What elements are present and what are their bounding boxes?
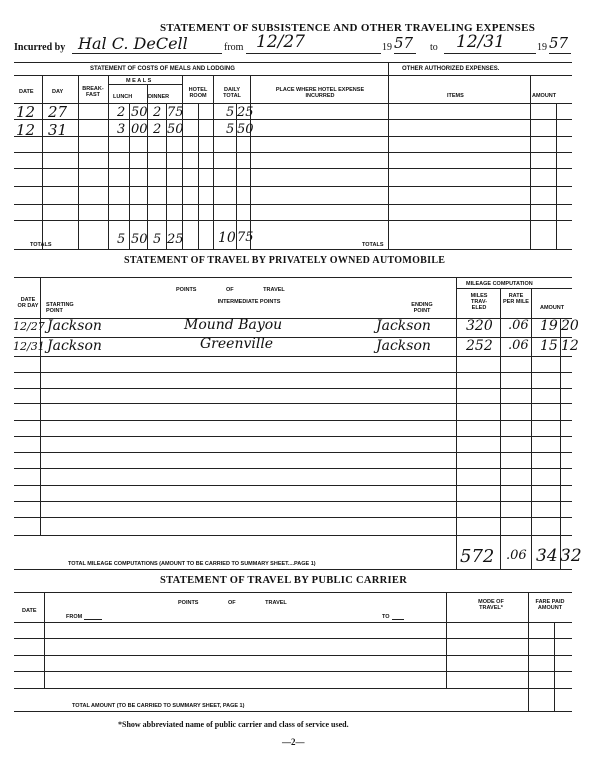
to-value: 12/31 bbox=[456, 32, 505, 52]
year-value-1: 57 bbox=[394, 34, 414, 52]
auto-row-rate: .06 bbox=[508, 338, 529, 353]
totals-lunch-cents: 50 bbox=[131, 232, 148, 247]
row-total-cents: 50 bbox=[237, 122, 254, 137]
auto-row-start: Jackson bbox=[47, 338, 102, 354]
from-label: from bbox=[224, 42, 244, 53]
to-label: to bbox=[430, 42, 438, 53]
year-prefix-1: 19 bbox=[382, 42, 392, 53]
auto-col-date: DATE OR DAY bbox=[17, 297, 39, 309]
auto-row-end: Jackson bbox=[376, 318, 431, 334]
totals-label-right: TOTALS bbox=[362, 242, 384, 248]
totals-dinner-dollars: 5 bbox=[153, 232, 162, 247]
auto-row-amount-cents: 12 bbox=[561, 338, 579, 354]
from-value: 12/27 bbox=[256, 32, 305, 52]
auto-col-ending: ENDING POINT bbox=[411, 302, 433, 314]
year-prefix-2: 19 bbox=[537, 42, 547, 53]
carrier-points-header: POINTS OF TRAVEL bbox=[178, 600, 287, 606]
auto-row-rate: .06 bbox=[508, 318, 529, 333]
other-expenses-title: OTHER AUTHORIZED EXPENSES. bbox=[402, 66, 500, 72]
col-dinner: DINNER bbox=[148, 94, 170, 100]
auto-total-rate: .06 bbox=[506, 548, 527, 563]
footnote: *Show abbreviated name of public carrier and class of service used. bbox=[118, 720, 349, 729]
auto-col-intermediate: INTERMEDIATE POINTS bbox=[217, 299, 281, 305]
auto-row-start: Jackson bbox=[47, 318, 102, 334]
year-line-1 bbox=[394, 53, 416, 54]
col-hotel: HOTEL ROOM bbox=[188, 87, 208, 99]
totals-daily-cents: 75 bbox=[237, 230, 254, 245]
auto-col-amount: AMOUNT bbox=[540, 305, 565, 311]
col-day: DAY bbox=[52, 89, 64, 95]
carrier-col-date: DATE bbox=[22, 608, 37, 614]
to-line bbox=[444, 53, 536, 54]
auto-col-starting: STARTING POINT bbox=[46, 302, 74, 314]
totals-dinner-cents: 25 bbox=[167, 232, 184, 247]
auto-row-intermediate: Greenville bbox=[200, 336, 274, 352]
col-date: DATE bbox=[19, 89, 34, 95]
auto-row-date: 12/27 bbox=[13, 320, 45, 333]
carrier-col-mode: MODE OF TRAVEL* bbox=[478, 599, 504, 611]
from-line bbox=[246, 53, 381, 54]
carrier-to-label: TO bbox=[382, 614, 390, 620]
row-lunch-cents: 00 bbox=[131, 122, 148, 137]
auto-total-amount-dollars: 34 bbox=[536, 546, 558, 566]
totals-label: TOTALS bbox=[30, 242, 52, 248]
row-lunch-dollars: 3 bbox=[117, 122, 126, 137]
incurred-by-label: Incurred by bbox=[14, 42, 66, 53]
row-total-dollars: 5 bbox=[226, 105, 235, 120]
incurred-by-value: Hal C. DeCell bbox=[78, 34, 188, 53]
row-date: 12 bbox=[16, 103, 36, 121]
col-daily-total: DAILY TOTAL bbox=[223, 87, 241, 99]
auto-row-end: Jackson bbox=[376, 338, 431, 354]
row-dinner-dollars: 2 bbox=[153, 105, 162, 120]
subsistence-section-title: STATEMENT OF COSTS OF MEALS AND LODGING bbox=[90, 66, 235, 72]
year-line-2 bbox=[549, 53, 571, 54]
auto-row-intermediate: Mound Bayou bbox=[184, 317, 283, 333]
col-items: ITEMS bbox=[447, 93, 464, 99]
totals-lunch-dollars: 5 bbox=[117, 232, 126, 247]
auto-col-miles: MILES TRAV-ELED bbox=[470, 293, 488, 311]
auto-row-miles: 252 bbox=[466, 338, 493, 354]
row-lunch-cents: 50 bbox=[131, 105, 148, 120]
row-dinner-cents: 75 bbox=[167, 105, 184, 120]
page-number: —2— bbox=[282, 737, 305, 747]
col-amount: AMOUNT bbox=[532, 93, 557, 99]
row-total-cents: 25 bbox=[237, 105, 254, 120]
carrier-from-label: FROM bbox=[66, 614, 83, 620]
auto-row-date: 12/31 bbox=[13, 340, 45, 353]
row-dinner-dollars: 2 bbox=[153, 122, 162, 137]
carrier-section-title: STATEMENT OF TRAVEL BY PUBLIC CARRIER bbox=[160, 575, 408, 586]
auto-total-label: TOTAL MILEAGE COMPUTATIONS (AMOUNT TO BE CARRIED TO SUMMARY SHEET....PAGE 1) bbox=[68, 561, 316, 567]
auto-col-rate: RATE PER MILE bbox=[503, 293, 529, 305]
row-day: 31 bbox=[48, 121, 68, 139]
auto-row-miles: 320 bbox=[466, 318, 493, 334]
form-title: STATEMENT OF SUBSISTENCE AND OTHER TRAVELING EXPENSES bbox=[160, 22, 536, 34]
auto-row-amount-dollars: 15 bbox=[540, 338, 558, 354]
auto-section-title: STATEMENT OF TRAVEL BY PRIVATELY OWNED AUTOMOBILE bbox=[124, 255, 446, 266]
auto-row-amount-cents: 20 bbox=[561, 318, 579, 334]
auto-points-header: POINTS OF TRAVEL bbox=[176, 287, 285, 293]
year-value-2: 57 bbox=[549, 34, 569, 52]
auto-row-amount-dollars: 19 bbox=[540, 318, 558, 334]
incurred-by-line bbox=[72, 53, 222, 54]
carrier-col-fare: FARE PAID AMOUNT bbox=[535, 599, 565, 611]
row-dinner-cents: 50 bbox=[167, 122, 184, 137]
col-place: PLACE WHERE HOTEL EXPENSE INCURRED bbox=[275, 87, 365, 99]
row-date: 12 bbox=[16, 121, 36, 139]
carrier-total-label: TOTAL AMOUNT (TO BE CARRIED TO SUMMARY SHEET, PAGE 1) bbox=[72, 703, 245, 709]
meals-label: MEALS bbox=[126, 78, 153, 84]
col-lunch: LUNCH bbox=[113, 94, 133, 100]
auto-mileage-header: MILEAGE COMPUTATION bbox=[466, 281, 533, 287]
row-total-dollars: 5 bbox=[226, 122, 235, 137]
auto-total-amount-cents: 32 bbox=[560, 546, 582, 566]
auto-total-miles: 572 bbox=[460, 546, 495, 567]
row-day: 27 bbox=[48, 103, 68, 121]
col-breakfast: BREAK-FAST bbox=[82, 86, 104, 98]
row-lunch-dollars: 2 bbox=[117, 105, 126, 120]
totals-daily-dollars: 10 bbox=[218, 230, 236, 246]
